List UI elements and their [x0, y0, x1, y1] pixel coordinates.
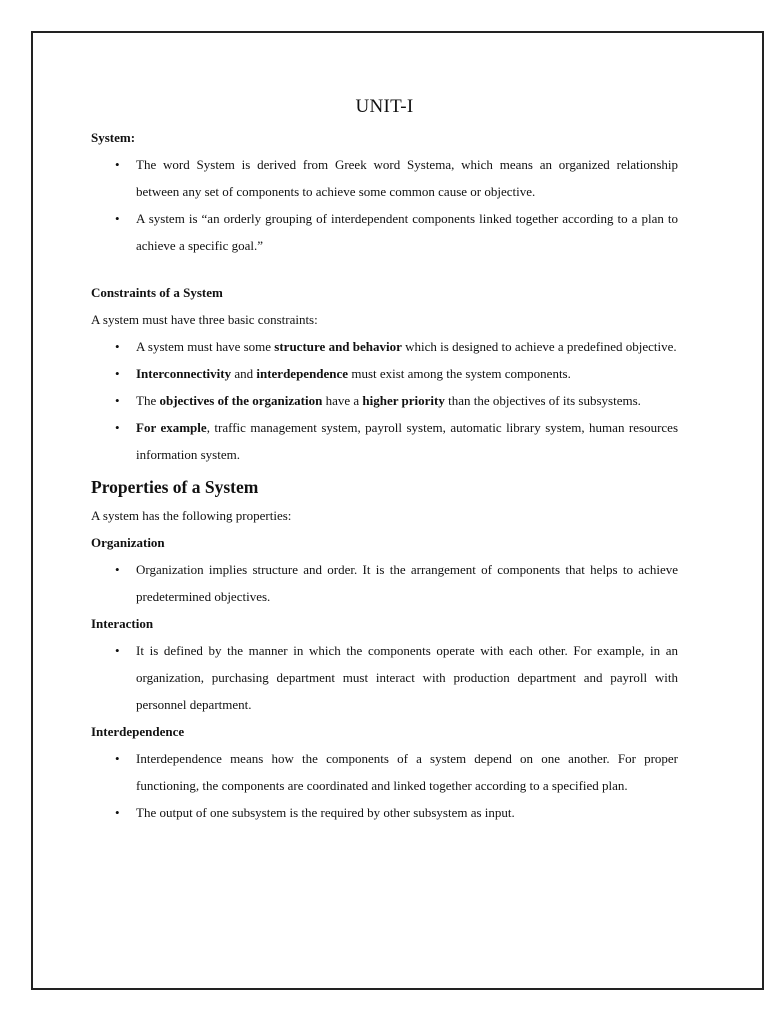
section-gap: [91, 259, 678, 279]
constraints-bullet-list: [91, 333, 678, 468]
bullet-bold-text: interdependence: [256, 366, 349, 381]
constraints-intro: A system must have three basic constraints:: [91, 312, 318, 327]
bullet-bold-text: higher priority: [362, 393, 445, 408]
constraint-bullet: [91, 360, 678, 387]
interdependence-bullet: • Interdependence means how the components of a system depend on one another. For proper functioning, the components are coordinated and linked together according to a specified plan.: [91, 745, 678, 799]
constraints-heading: Constraints of a System: [91, 285, 223, 300]
bullet-text: The: [136, 393, 160, 408]
system-bullet: • The word System is derived from Greek word Systema, which means an organized relationship between any set of components to achieve some common cause or objective.: [91, 151, 678, 205]
bullet-bold-text: objectives of the organization: [159, 393, 323, 408]
interaction-heading: Interaction: [91, 616, 154, 631]
bullet-text: A system must have some: [136, 339, 275, 354]
properties-intro: A system has the following properties:: [91, 508, 292, 523]
document-body: [91, 92, 678, 826]
interaction-bullet-list: [91, 637, 678, 718]
system-bullet: • A system is “an orderly grouping of interdependent components linked together according to a plan to achieve a specific goal.”: [91, 205, 678, 259]
bullet-text: than the objectives of its subsystems.: [444, 393, 641, 408]
organization-bullet-list: [91, 556, 678, 610]
constraint-bullet: [91, 387, 678, 414]
interdependence-bullet-list: [91, 745, 678, 826]
bullet-text: have a: [322, 393, 363, 408]
properties-heading: Properties of a System: [91, 477, 259, 497]
bullet-bold-text: Interconnectivity: [136, 366, 232, 381]
interdependence-bullet: • The output of one subsystem is the required by other subsystem as input.: [91, 799, 678, 826]
constraint-bullet: [91, 333, 678, 360]
organization-heading: Organization: [91, 535, 165, 550]
unit-title: UNIT-I: [355, 96, 414, 117]
bullet-text: which is designed to achieve a predefined objective.: [401, 339, 677, 354]
system-bullet-list: [91, 151, 678, 259]
interaction-bullet: • It is defined by the manner in which the components operate with each other. For example, in an organization, purchasing department must interact with production department and payroll with personnel department.: [91, 637, 678, 718]
bullet-text: must exist among the system components.: [348, 366, 571, 381]
system-heading: System:: [91, 130, 136, 145]
bullet-bold-text: For example: [136, 420, 207, 435]
interdependence-heading: Interdependence: [91, 724, 185, 739]
constraint-bullet: [91, 414, 678, 468]
bullet-bold-text: structure and behavior: [274, 339, 402, 354]
bullet-text: , traffic management system, payroll system, automatic library system, human resources information system.: [136, 420, 679, 462]
organization-bullet: • Organization implies structure and order. It is the arrangement of components that helps to achieve predetermined objectives.: [91, 556, 678, 610]
bullet-text: and: [231, 366, 257, 381]
